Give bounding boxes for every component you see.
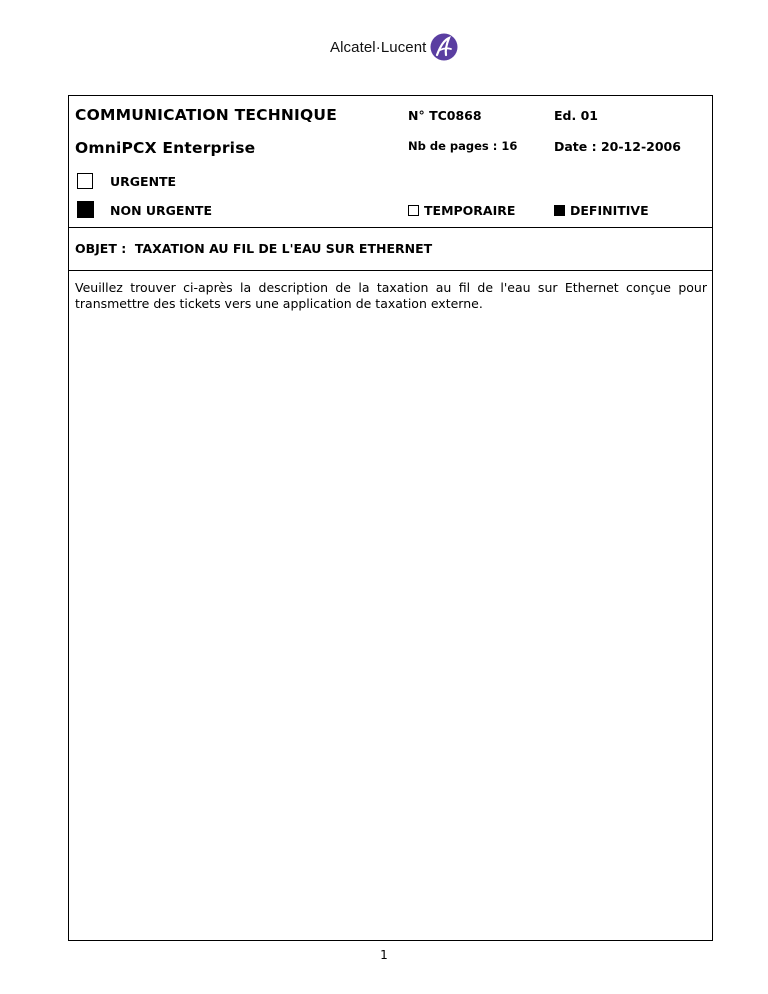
objet-text: OBJET : TAXATION AU FIL DE L'EAU SUR ETHERNET xyxy=(75,241,433,256)
definitive-option xyxy=(554,203,649,218)
temporaire-option xyxy=(408,203,515,218)
company-logo xyxy=(330,32,458,62)
non-urgente-label: NON URGENTE xyxy=(110,203,213,218)
document-frame xyxy=(68,95,713,941)
non-urgente-checkbox xyxy=(77,201,94,218)
logo-text: Alcatel·Lucent xyxy=(330,38,427,56)
alcatel-lucent-logo-icon xyxy=(430,33,458,61)
page-count: Nb de pages : 16 xyxy=(408,139,518,153)
document-edition: Ed. 01 xyxy=(554,108,598,123)
body-paragraph: Veuillez trouver ci-après la description de la taxation au fil de l'eau sur Ethernet conçue pour transmettre des tickets vers une application de taxation externe. xyxy=(75,280,707,311)
urgente-checkbox xyxy=(77,173,93,189)
document-date: Date : 20-12-2006 xyxy=(554,139,681,154)
product-name: OmniPCX Enterprise xyxy=(75,139,256,157)
document-number: N° TC0868 xyxy=(408,108,482,123)
temporaire-label: TEMPORAIRE xyxy=(424,203,516,218)
objet-section xyxy=(69,227,712,271)
definitive-checkbox xyxy=(554,205,565,216)
temporaire-checkbox xyxy=(408,205,419,216)
header-section xyxy=(69,96,712,228)
definitive-label: DEFINITIVE xyxy=(570,203,649,218)
page-number: 1 xyxy=(380,948,388,962)
document-title: COMMUNICATION TECHNIQUE xyxy=(75,106,337,124)
urgente-label: URGENTE xyxy=(110,174,177,189)
